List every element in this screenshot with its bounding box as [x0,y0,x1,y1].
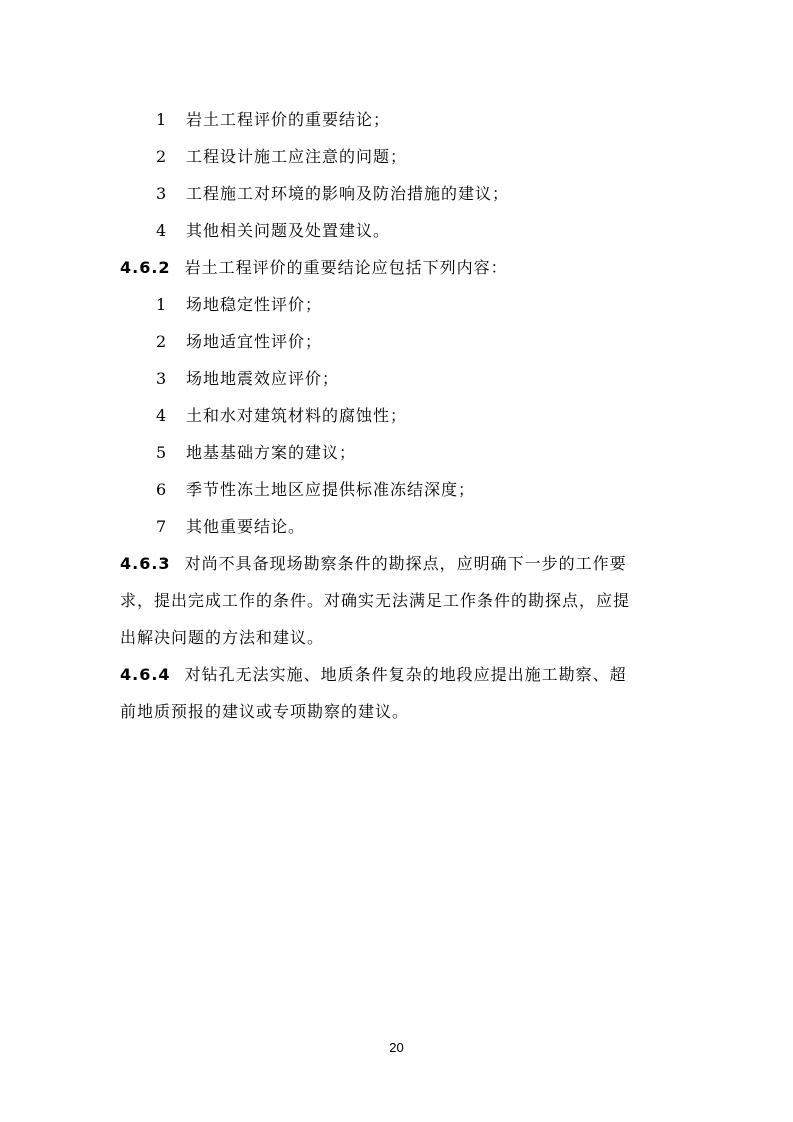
list-item-number: 4 [156,221,168,240]
list-item [120,360,675,397]
list-item-number: 7 [156,517,168,536]
list-item-text: 工程设计施工应注意的问题； [186,147,408,166]
list-item-text: 工程施工对环境的影响及防治措施的建议； [186,184,510,203]
list-item-number: 2 [156,147,168,166]
list-item-number: 4 [156,406,168,425]
clause-4-6-3 [120,545,675,656]
list-item-text: 场地地震效应评价； [186,369,340,388]
clause-text-line: 求，提出完成工作的条件。对确实无法满足工作条件的勘探点，应提 [120,591,631,610]
list-item-number: 6 [156,480,168,499]
list-item [120,323,675,360]
document-body [120,101,675,730]
list-item-number: 1 [156,110,168,129]
list-item [120,434,675,471]
list-item-number: 2 [156,332,168,351]
list-item [120,212,675,249]
list-item-text: 场地适宜性评价； [186,332,323,351]
clause-text-line: 对钻孔无法实施、地质条件复杂的地段应提出施工勘察、超 [184,665,627,684]
list-item [120,101,675,138]
list-item-text: 其他重要结论。 [186,517,306,536]
list-item-number: 3 [156,184,168,203]
clause-4-6-2 [120,249,675,286]
list-item-text: 其他相关问题及处置建议。 [186,221,391,240]
list-item-text: 季节性冻土地区应提供标准冻结深度； [186,480,476,499]
list-item [120,508,675,545]
clause-text-line: 出解决问题的方法和建议。 [120,628,325,647]
list-item-number: 1 [156,295,168,314]
clause-number: 4.6.4 [120,665,171,684]
list-item-text: 土和水对建筑材料的腐蚀性； [186,406,408,425]
clause-text-line: 前地质预报的建议或专项勘察的建议。 [120,702,410,721]
list-item-number: 5 [156,443,168,462]
clause-4-6-4 [120,656,675,730]
list-item [120,397,675,434]
list-item [120,175,675,212]
list-item [120,471,675,508]
list-item [120,138,675,175]
list-item [120,286,675,323]
list-item-number: 3 [156,369,168,388]
list-item-text: 场地稳定性评价； [186,295,323,314]
clause-text: 岩土工程评价的重要结论应包括下列内容： [184,258,508,277]
page-number: 20 [389,1040,404,1055]
list-item-text: 岩土工程评价的重要结论； [186,110,391,129]
clause-number: 4.6.2 [120,258,171,277]
clause-number: 4.6.3 [120,554,171,573]
list-item-text: 地基基础方案的建议； [186,443,357,462]
clause-text-line: 对尚不具备现场勘察条件的勘探点，应明确下一步的工作要 [184,554,627,573]
